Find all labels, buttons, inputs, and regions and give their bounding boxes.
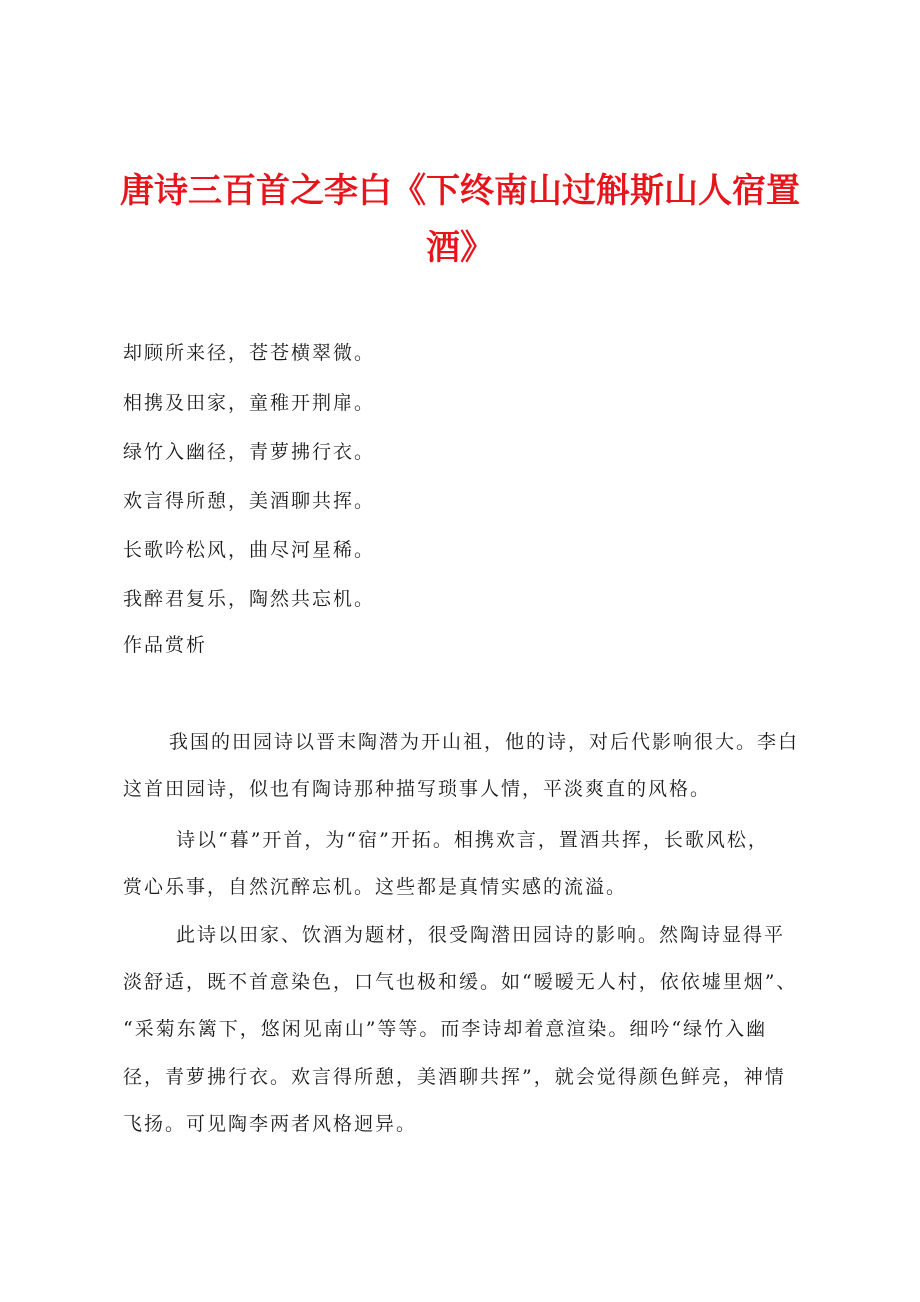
poem-line: 长歌吟松风，曲尽河星稀。 (123, 539, 376, 561)
poem-line: 绿竹入幽径，青萝拂行衣。 (123, 441, 376, 463)
paragraph-line: 径，青萝拂行衣。欢言得所憩，美酒聊共挥”，就会觉得颜色鲜亮，神情 (123, 1066, 786, 1088)
poem-line: 欢言得所憩，美酒聊共挥。 (123, 490, 376, 512)
paragraph-line: 此诗以田家、饮酒为题材，很受陶潜田园诗的影响。然陶诗显得平 (176, 924, 786, 946)
paragraph-line: 飞扬。可见陶李两者风格迥异。 (123, 1113, 418, 1135)
paragraph-line: 赏心乐事，自然沉醉忘机。这些都是真情实感的流溢。 (123, 876, 628, 898)
paragraph-line: 我国的田园诗以晋末陶潜为开山祖，他的诗，对后代影响很大。李白 (169, 731, 800, 753)
page-title-line-1: 唐诗三百首之李白《下终南山过斛斯山人宿置 (120, 171, 800, 211)
poem-line: 我醉君复乐，陶然共忘机。 (123, 588, 376, 610)
paragraph-line: 这首田园诗，似也有陶诗那种描写琐事人情，平淡爽直的风格。 (123, 778, 712, 800)
paragraph-line: “采菊东篱下，悠闲见南山”等等。而李诗却着意渲染。细吟“绿竹入幽 (123, 1018, 768, 1040)
paragraph-line: 淡舒适，既不首意染色，口气也极和缓。如“暧暧无人村，依依墟里烟”、 (123, 971, 798, 993)
section-heading: 作品赏析 (123, 634, 208, 656)
page-title-line-2: 酒》 (426, 228, 494, 268)
paragraph-line: 诗以“暮”开首，为“宿”开拓。相携欢言，置酒共挥，长歌风松， (176, 829, 769, 851)
poem-line: 却顾所来径，苍苍横翠微。 (123, 342, 376, 364)
poem-line: 相携及田家，童稚开荆扉。 (123, 392, 376, 414)
